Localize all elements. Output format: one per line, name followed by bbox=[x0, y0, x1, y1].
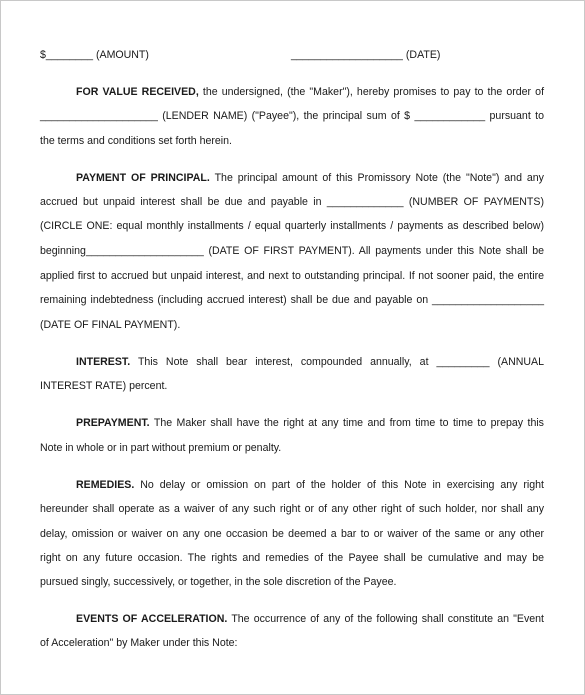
payment-line-3: (CIRCLE ONE: equal monthly installments / equal quarterly installments / payments as described below) bbox=[40, 220, 544, 232]
acceleration-text: The occurrence of any of the following shall constitute an "Event bbox=[231, 613, 544, 625]
remedies-text: No delay or omission on part of the holder of this Note in exercising any right bbox=[140, 479, 544, 491]
payment-line-5: applied first to accrued but unpaid interest, and next to outstanding principal. If not sooner paid, the entire bbox=[40, 270, 544, 282]
interest-text: This Note shall bear interest, compounded annually, at _________ (ANNUAL bbox=[137, 356, 544, 368]
remedies-line-4: right on any future occasion. The rights and remedies of the Payee shall be cumulative and may be bbox=[40, 552, 544, 564]
payment-heading: PAYMENT OF PRINCIPAL. bbox=[76, 172, 210, 184]
intro-line-2: ____________________ (LENDER NAME) ("Payee"), the principal sum of $ ____________ pursuant to bbox=[40, 110, 544, 122]
remedies-line-3: delay, omission or waiver on any one occasion be deemed a bar to or waiver of the same or any other bbox=[40, 528, 544, 540]
acceleration-line-2: of Acceleration" by Maker under this Note: bbox=[40, 637, 238, 649]
payment-line-2: accrued but unpaid interest shall be due and payable in _____________ (NUMBER OF PAYMENTS) bbox=[40, 196, 544, 208]
intro-text: the undersigned, (the "Maker"), hereby promises to pay to the order of bbox=[202, 86, 545, 98]
remedies-line-5: pursued singly, successively, or together, in the sole discretion of the Payee. bbox=[40, 576, 397, 588]
payment-line-7: (DATE OF FINAL PAYMENT). bbox=[40, 319, 181, 331]
prepayment-line-1 bbox=[76, 416, 544, 430]
acceleration-heading: EVENTS OF ACCELERATION. bbox=[76, 613, 228, 625]
interest-line-1 bbox=[76, 355, 544, 369]
intro-line-3: the terms and conditions set forth herein. bbox=[40, 135, 232, 147]
prepayment-text: The Maker shall have the right at any time and from time to time to prepay this bbox=[153, 417, 544, 429]
interest-line-2: INTEREST RATE) percent. bbox=[40, 380, 168, 392]
prepayment-heading: PREPAYMENT. bbox=[76, 417, 150, 429]
remedies-line-1 bbox=[76, 478, 544, 492]
acceleration-line-1 bbox=[76, 612, 544, 626]
intro-line-1 bbox=[76, 85, 544, 99]
payment-text: The principal amount of this Promissory Note (the "Note") and any bbox=[214, 172, 544, 184]
intro-heading: FOR VALUE RECEIVED, bbox=[76, 86, 199, 98]
remedies-line-2: hereunder shall operate as a waiver of any such right or of any other right of such holder, nor shall any bbox=[40, 503, 544, 515]
prepayment-line-2: Note in whole or in part without premium or penalty. bbox=[40, 442, 282, 454]
date-line: ___________________ (DATE) bbox=[291, 49, 441, 61]
amount-line: $________ (AMOUNT) bbox=[40, 49, 149, 61]
payment-line-6: remaining indebtedness (including accrued interest) shall be due and payable on ___________________ bbox=[40, 294, 544, 306]
payment-line-4: beginning____________________ (DATE OF FIRST PAYMENT). All payments under this Note shall be bbox=[40, 245, 544, 257]
remedies-heading: REMEDIES. bbox=[76, 479, 135, 491]
interest-heading: INTEREST. bbox=[76, 356, 131, 368]
payment-line-1 bbox=[76, 171, 544, 185]
